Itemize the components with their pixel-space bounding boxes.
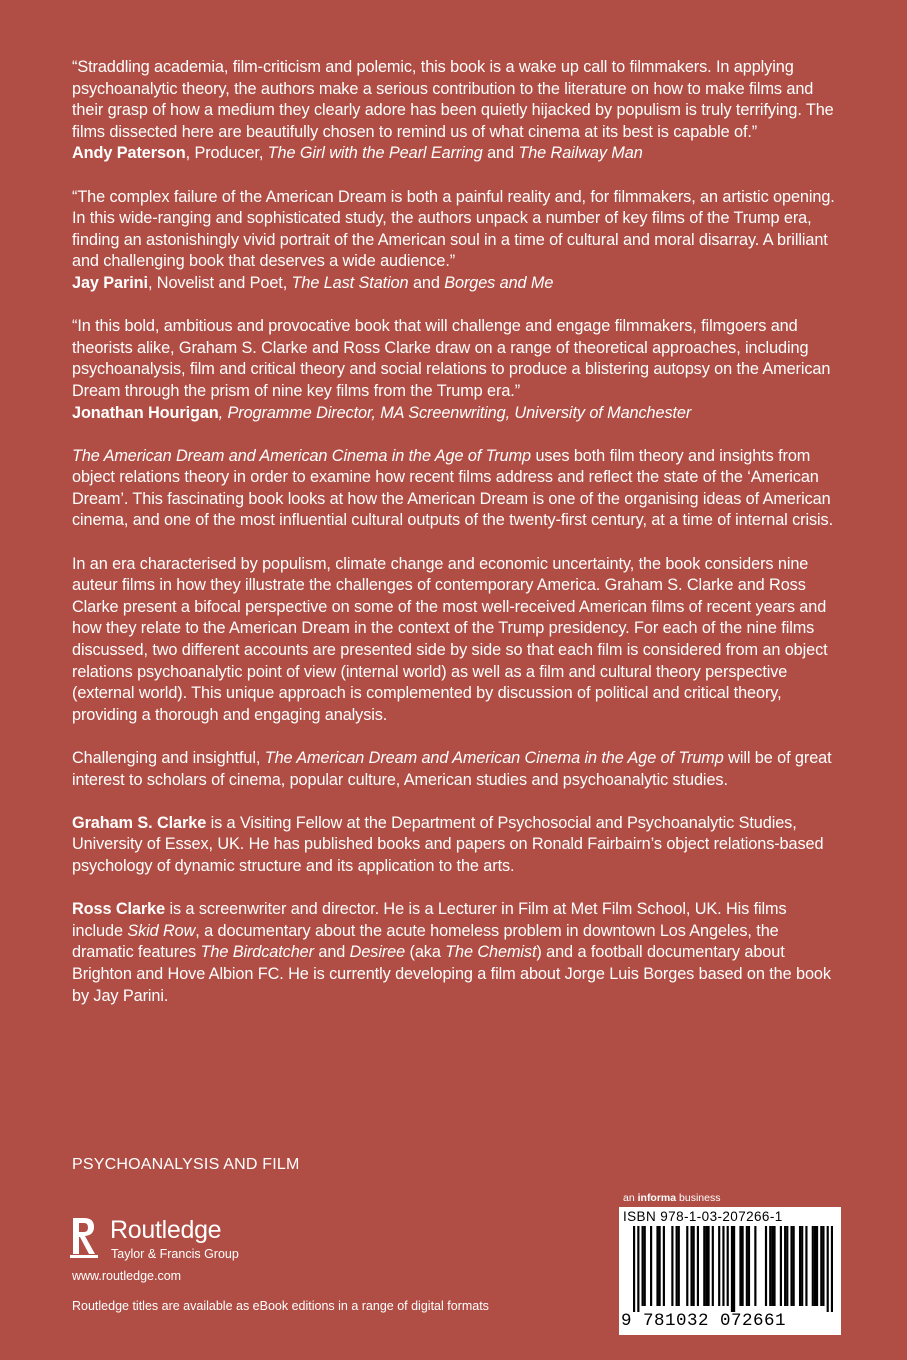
barcode-bar: [822, 1226, 824, 1306]
barcode-bar: [816, 1226, 818, 1306]
author-bio-text: is a Visiting Fellow at the Department of Psychosocial and Psychoanalytic Studies, University of Essex, UK. He has published books and papers on Ronald Fairbairn’s object relations-based psychology of dynamic structure and its application to the arts.: [72, 813, 824, 875]
author-bio-text: is a screenwriter and director. He is a Lecturer in Film at Met Film School, UK. His films include: [72, 900, 787, 940]
quote-author-role: , Producer,: [185, 144, 268, 163]
barcode-bar: [722, 1226, 724, 1306]
quote-attribution: [72, 403, 840, 425]
quote-author: Jay Parini: [72, 273, 148, 292]
description-paragraph-2: In an era characterised by populism, climate change and economic uncertainty, the book considers nine auteur films in how they illustrate the challenges of contemporary America. Graham S. Clarke and Ross Clarke present a bifocal perspective on some of the most well-received American films of recent years and how they relate to the American Dream in the context of the Trump presidency. For each of the nine films discussed, two different accounts are presented side by side so that each film is considered from an object relations psychoanalytic point of view (internal world) as well as a film and cultural theory perspective (external world). This unique approach is complemented by discussion of political and critical theory, providing a thorough and engaging analysis.: [72, 554, 828, 724]
author-bio-text: ) and a football documentary about Brighton and Hove Albion FC. He is currently developing a film about Jorge Luis Borges based on the book by Jay Parini.: [72, 943, 831, 1005]
barcode-bar: [693, 1226, 695, 1306]
series-name: PSYCHOANALYSIS AND FILM: [72, 1156, 300, 1173]
informa-brand: informa: [637, 1192, 677, 1204]
publisher-logo: [70, 1214, 350, 1274]
barcode-bar: [814, 1226, 816, 1306]
book-title: The American Dream and American Cinema in the Age of Trump: [72, 446, 532, 465]
author-name: Ross Clarke: [72, 900, 166, 919]
quote-text: “The complex failure of the American Dream is both a painful reality and, for filmmakers, an artistic opening. In this wide-ranging and sophisticated study, the authors unpack a number of key films of the Trump era, finding an astonishingly vivid portrait of the American soul in a time of cultural and moral disarray. A brilliant and challenging book that deserves a wide audience.”: [72, 187, 835, 271]
work-title: The Girl with the Pearl Earring: [267, 144, 483, 163]
barcode-bar: [786, 1226, 788, 1306]
description-text: Challenging and insightful,: [72, 749, 265, 767]
work-title: Borges and Me: [444, 273, 554, 292]
film-title: Desiree: [349, 943, 406, 962]
book-title: The American Dream and American Cinema in the Age of Trump: [264, 749, 724, 767]
description-text: will be of great interest to scholars of cinema, popular culture, American studies and psychoanalytic studies.: [72, 749, 832, 789]
author-bio-text: , a documentary about the acute homeless problem in downtown Los Angeles, the dramatic features: [72, 921, 779, 962]
ebook-note: Routledge titles are available as eBook editions in a range of digital formats: [72, 1299, 489, 1313]
barcode-digits: 9 781032 072661: [621, 1311, 787, 1331]
quote-author-role: , Novelist and Poet,: [147, 273, 292, 292]
barcode-bar: [827, 1226, 829, 1312]
work-title: The Railway Man: [518, 144, 643, 163]
author-name: Graham S. Clarke: [72, 813, 207, 832]
film-title: The Chemist: [445, 943, 537, 962]
publisher-name: Routledge: [110, 1216, 222, 1244]
barcode-bar: [748, 1226, 750, 1306]
barcode-bar: [727, 1226, 729, 1306]
author-bio-text: and: [313, 943, 350, 962]
quote-author: Andy Paterson: [72, 144, 186, 163]
barcode-bar: [671, 1226, 673, 1306]
quote-text: “In this bold, ambitious and provocative book that will challenge and engage filmmakers, filmgoers and theorists alike, Graham S. Clarke and Ross Clarke draw on a range of theoretical approaches, including psychoanalysis, film and critical theory and social relations to produce a blistering autopsy on the American Dream through the prism of nine key films from the Trump era.”: [72, 317, 831, 400]
quote-attribution: [72, 143, 840, 165]
barcode-bar: [746, 1226, 748, 1306]
quote-author: Jonathan Hourigan: [72, 403, 219, 422]
barcode-bar: [773, 1226, 775, 1306]
barcode-bar: [754, 1226, 756, 1306]
author-bio-ross: [72, 899, 840, 1007]
barcode-bar: [712, 1226, 714, 1306]
barcode-bar: [784, 1226, 786, 1306]
barcode-bar: [812, 1226, 814, 1306]
publisher-group: Taylor & Francis Group: [111, 1247, 239, 1261]
barcode-bar: [650, 1226, 652, 1306]
informa-note: [623, 1192, 720, 1204]
isbn-label: ISBN 978-1-03-207266-1: [623, 1209, 783, 1224]
barcode-bar: [663, 1226, 665, 1306]
barcode-bars: [633, 1226, 833, 1312]
quote-attribution: [72, 273, 840, 295]
film-title: The Birdcatcher: [200, 943, 314, 962]
endorsement-1: [72, 57, 840, 165]
barcode-bar: [707, 1226, 709, 1306]
endorsement-3: [72, 316, 840, 424]
quote-text: “Straddling academia, film-criticism and polemic, this book is a wake up call to filmmakers. In applying psychoanalytic theory, the authors make a serious contribution to the literature on how to make films and their grasp of how a medium they clearly adore has been quietly hijacked by populism is truly terrifying. The films dissected here are beautifully chosen to remind us of what cinema at its best is capable of.”: [72, 58, 834, 141]
barcode-bar: [771, 1226, 773, 1306]
barcode-bar: [739, 1226, 741, 1306]
barcode-bar: [705, 1226, 707, 1306]
barcode-bar: [793, 1226, 795, 1306]
author-bio-text: (aka: [405, 943, 446, 962]
work-title: The Last Station: [291, 273, 409, 292]
description-paragraph-1: [72, 446, 840, 532]
barcode-bar: [790, 1226, 792, 1306]
barcode-bar: [690, 1226, 692, 1306]
description-paragraph-3: [72, 748, 840, 791]
joiner: and: [482, 144, 519, 163]
barcode-bar: [686, 1226, 688, 1306]
description-text: uses both film theory and insights from object relations theory in order to examine how recent films address and reflect the state of the ‘American Dream’. This fascinating book looks at how the American Dream is one of the organising ideas of American cinema, and one of the most influential cultural outputs of the twenty-first century, at a time of internal crisis.: [72, 446, 834, 530]
barcode-bar: [805, 1226, 807, 1306]
informa-text: business: [676, 1192, 721, 1204]
barcode-bar: [678, 1226, 680, 1306]
barcode: [619, 1207, 841, 1335]
film-title: Skid Row: [127, 921, 196, 940]
barcode-bar: [659, 1226, 661, 1306]
barcode-bar: [820, 1226, 822, 1306]
joiner: and: [408, 273, 445, 292]
barcode-bar: [676, 1226, 678, 1306]
barcode-bar: [831, 1226, 833, 1312]
barcode-bar: [656, 1226, 658, 1306]
barcode-bar: [769, 1226, 771, 1306]
barcode-bar: [731, 1226, 733, 1312]
publisher-website[interactable]: www.routledge.com: [72, 1269, 182, 1283]
cover-text: [72, 57, 840, 1029]
barcode-bar: [703, 1226, 705, 1306]
informa-text: an: [623, 1192, 638, 1204]
quote-author-role: , Programme Director, MA Screenwriting, University of Manchester: [218, 403, 692, 422]
barcode-bar: [718, 1226, 720, 1306]
barcode-bar: [765, 1226, 767, 1306]
barcode-bar: [780, 1226, 782, 1306]
routledge-logo-icon: [70, 1214, 98, 1258]
endorsement-2: [72, 187, 840, 295]
barcode-bar: [637, 1226, 639, 1312]
barcode-bar: [801, 1226, 803, 1306]
barcode-bar: [642, 1226, 644, 1306]
author-bio-graham: [72, 813, 840, 878]
barcode-bar: [733, 1226, 735, 1312]
barcode-bar: [697, 1226, 699, 1306]
barcode-bar: [633, 1226, 635, 1312]
barcode-bar: [799, 1226, 801, 1306]
barcode-bar: [644, 1226, 646, 1306]
barcode-bar: [742, 1226, 744, 1306]
